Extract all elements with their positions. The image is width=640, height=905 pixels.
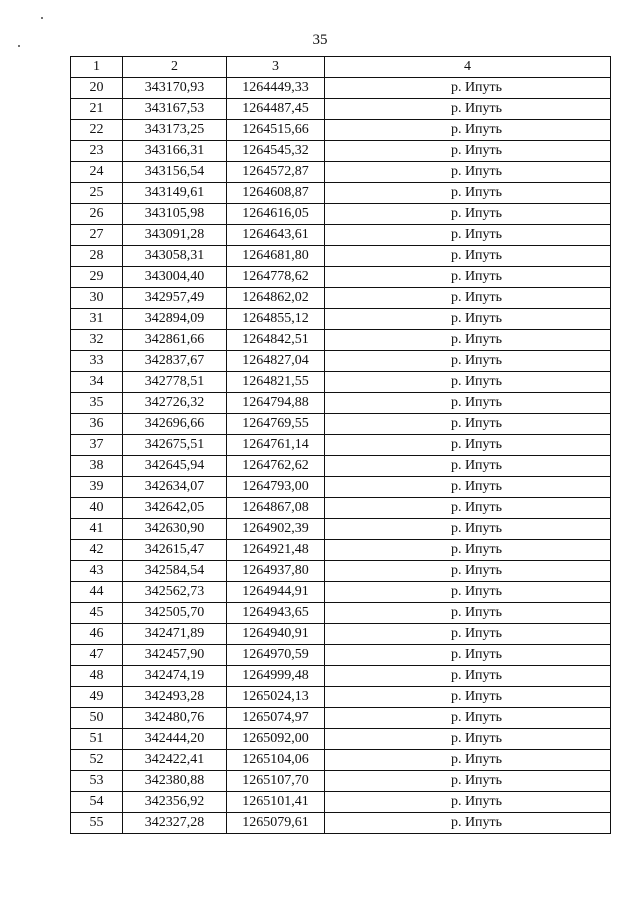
point-number-cell: 47 [71, 645, 123, 666]
x-coordinate-cell: 342957,49 [123, 288, 227, 309]
table-body [71, 78, 611, 834]
point-number-cell: 21 [71, 99, 123, 120]
y-coordinate-cell: 1265024,13 [227, 687, 325, 708]
description-cell: р. Ипуть [325, 498, 611, 519]
point-number-cell: 52 [71, 750, 123, 771]
y-coordinate-cell: 1264515,66 [227, 120, 325, 141]
point-number-cell: 49 [71, 687, 123, 708]
description-cell: р. Ипуть [325, 246, 611, 267]
x-coordinate-cell: 342356,92 [123, 792, 227, 813]
description-cell: р. Ипуть [325, 204, 611, 225]
x-coordinate-cell: 343105,98 [123, 204, 227, 225]
x-coordinate-cell: 342894,09 [123, 309, 227, 330]
x-coordinate-cell: 342480,76 [123, 708, 227, 729]
description-cell: р. Ипуть [325, 750, 611, 771]
page-number: 35 [312, 32, 328, 48]
table-row [71, 603, 611, 624]
y-coordinate-cell: 1264545,32 [227, 141, 325, 162]
y-coordinate-cell: 1265101,41 [227, 792, 325, 813]
x-coordinate-cell: 342837,67 [123, 351, 227, 372]
x-coordinate-cell: 342493,28 [123, 687, 227, 708]
table-row [71, 351, 611, 372]
table-row [71, 771, 611, 792]
point-number-cell: 32 [71, 330, 123, 351]
description-cell: р. Ипуть [325, 792, 611, 813]
description-cell: р. Ипуть [325, 162, 611, 183]
point-number-cell: 36 [71, 414, 123, 435]
x-coordinate-cell: 343091,28 [123, 225, 227, 246]
point-number-cell: 50 [71, 708, 123, 729]
description-cell: р. Ипуть [325, 771, 611, 792]
point-number-cell: 39 [71, 477, 123, 498]
table-row [71, 225, 611, 246]
table-row [71, 813, 611, 834]
point-number-cell: 27 [71, 225, 123, 246]
y-coordinate-cell: 1264769,55 [227, 414, 325, 435]
y-coordinate-cell: 1264487,45 [227, 99, 325, 120]
y-coordinate-cell: 1265079,61 [227, 813, 325, 834]
description-cell: р. Ипуть [325, 99, 611, 120]
coordinates-table [70, 56, 611, 834]
y-coordinate-cell: 1265074,97 [227, 708, 325, 729]
point-number-cell: 54 [71, 792, 123, 813]
table-row [71, 456, 611, 477]
point-number-cell: 40 [71, 498, 123, 519]
y-coordinate-cell: 1264937,80 [227, 561, 325, 582]
x-coordinate-cell: 342471,89 [123, 624, 227, 645]
table-row [71, 729, 611, 750]
table-row [71, 687, 611, 708]
table-row [71, 330, 611, 351]
description-cell: р. Ипуть [325, 624, 611, 645]
description-cell: р. Ипуть [325, 435, 611, 456]
point-number-cell: 51 [71, 729, 123, 750]
x-coordinate-cell: 343156,54 [123, 162, 227, 183]
table-header-row [71, 57, 611, 78]
point-number-cell: 45 [71, 603, 123, 624]
y-coordinate-cell: 1264944,91 [227, 582, 325, 603]
point-number-cell: 26 [71, 204, 123, 225]
point-number-cell: 22 [71, 120, 123, 141]
x-coordinate-cell: 342726,32 [123, 393, 227, 414]
x-coordinate-cell: 342861,66 [123, 330, 227, 351]
table-row [71, 162, 611, 183]
table-row [71, 435, 611, 456]
y-coordinate-cell: 1264921,48 [227, 540, 325, 561]
x-coordinate-cell: 342696,66 [123, 414, 227, 435]
y-coordinate-cell: 1264842,51 [227, 330, 325, 351]
y-coordinate-cell: 1264867,08 [227, 498, 325, 519]
table-row [71, 372, 611, 393]
table-row [71, 393, 611, 414]
description-cell: р. Ипуть [325, 393, 611, 414]
table-row [71, 120, 611, 141]
x-coordinate-cell: 343004,40 [123, 267, 227, 288]
description-cell: р. Ипуть [325, 666, 611, 687]
description-cell: р. Ипуть [325, 540, 611, 561]
table-row [71, 645, 611, 666]
point-number-cell: 41 [71, 519, 123, 540]
description-cell: р. Ипуть [325, 561, 611, 582]
table-row [71, 246, 611, 267]
y-coordinate-cell: 1264970,59 [227, 645, 325, 666]
y-coordinate-cell: 1264943,65 [227, 603, 325, 624]
y-coordinate-cell: 1265104,06 [227, 750, 325, 771]
x-coordinate-cell: 342444,20 [123, 729, 227, 750]
point-number-cell: 23 [71, 141, 123, 162]
description-cell: р. Ипуть [325, 372, 611, 393]
table-row [71, 750, 611, 771]
x-coordinate-cell: 342675,51 [123, 435, 227, 456]
x-coordinate-cell: 342630,90 [123, 519, 227, 540]
point-number-cell: 48 [71, 666, 123, 687]
point-number-cell: 37 [71, 435, 123, 456]
y-coordinate-cell: 1264449,33 [227, 78, 325, 99]
description-cell: р. Ипуть [325, 708, 611, 729]
y-coordinate-cell: 1264821,55 [227, 372, 325, 393]
header-cell-y: 3 [227, 57, 325, 78]
point-number-cell: 33 [71, 351, 123, 372]
description-cell: р. Ипуть [325, 603, 611, 624]
point-number-cell: 46 [71, 624, 123, 645]
point-number-cell: 53 [71, 771, 123, 792]
description-cell: р. Ипуть [325, 141, 611, 162]
x-coordinate-cell: 342327,28 [123, 813, 227, 834]
table-row [71, 204, 611, 225]
x-coordinate-cell: 342380,88 [123, 771, 227, 792]
table-row [71, 183, 611, 204]
table-row [71, 288, 611, 309]
table-row [71, 561, 611, 582]
point-number-cell: 25 [71, 183, 123, 204]
description-cell: р. Ипуть [325, 729, 611, 750]
y-coordinate-cell: 1264862,02 [227, 288, 325, 309]
description-cell: р. Ипуть [325, 351, 611, 372]
description-cell: р. Ипуть [325, 414, 611, 435]
description-cell: р. Ипуть [325, 477, 611, 498]
table-row [71, 78, 611, 99]
description-cell: р. Ипуть [325, 309, 611, 330]
description-cell: р. Ипуть [325, 813, 611, 834]
point-number-cell: 35 [71, 393, 123, 414]
header-cell-description: 4 [325, 57, 611, 78]
table-row [71, 498, 611, 519]
description-cell: р. Ипуть [325, 456, 611, 477]
y-coordinate-cell: 1264793,00 [227, 477, 325, 498]
x-coordinate-cell: 342505,70 [123, 603, 227, 624]
x-coordinate-cell: 343170,93 [123, 78, 227, 99]
y-coordinate-cell: 1264761,14 [227, 435, 325, 456]
x-coordinate-cell: 342642,05 [123, 498, 227, 519]
x-coordinate-cell: 343166,31 [123, 141, 227, 162]
table-row [71, 666, 611, 687]
x-coordinate-cell: 342584,54 [123, 561, 227, 582]
x-coordinate-cell: 342474,19 [123, 666, 227, 687]
x-coordinate-cell: 342457,90 [123, 645, 227, 666]
y-coordinate-cell: 1264999,48 [227, 666, 325, 687]
description-cell: р. Ипуть [325, 120, 611, 141]
point-number-cell: 28 [71, 246, 123, 267]
header-cell-x: 2 [123, 57, 227, 78]
point-number-cell: 30 [71, 288, 123, 309]
y-coordinate-cell: 1264616,05 [227, 204, 325, 225]
point-number-cell: 24 [71, 162, 123, 183]
point-number-cell: 31 [71, 309, 123, 330]
y-coordinate-cell: 1264794,88 [227, 393, 325, 414]
table-row [71, 708, 611, 729]
y-coordinate-cell: 1264572,87 [227, 162, 325, 183]
table-row [71, 414, 611, 435]
x-coordinate-cell: 343149,61 [123, 183, 227, 204]
x-coordinate-cell: 342422,41 [123, 750, 227, 771]
table-row [71, 624, 611, 645]
y-coordinate-cell: 1264902,39 [227, 519, 325, 540]
y-coordinate-cell: 1265092,00 [227, 729, 325, 750]
x-coordinate-cell: 343167,53 [123, 99, 227, 120]
x-coordinate-cell: 343058,31 [123, 246, 227, 267]
point-number-cell: 34 [71, 372, 123, 393]
y-coordinate-cell: 1264762,62 [227, 456, 325, 477]
point-number-cell: 20 [71, 78, 123, 99]
point-number-cell: 43 [71, 561, 123, 582]
table-row [71, 477, 611, 498]
table-row [71, 792, 611, 813]
point-number-cell: 38 [71, 456, 123, 477]
table-row [71, 267, 611, 288]
description-cell: р. Ипуть [325, 288, 611, 309]
point-number-cell: 55 [71, 813, 123, 834]
description-cell: р. Ипуть [325, 582, 611, 603]
table-row [71, 99, 611, 120]
x-coordinate-cell: 342645,94 [123, 456, 227, 477]
header-cell-point: 1 [71, 57, 123, 78]
y-coordinate-cell: 1264681,80 [227, 246, 325, 267]
y-coordinate-cell: 1264608,87 [227, 183, 325, 204]
x-coordinate-cell: 342634,07 [123, 477, 227, 498]
table-row [71, 141, 611, 162]
table-row [71, 582, 611, 603]
y-coordinate-cell: 1264855,12 [227, 309, 325, 330]
description-cell: р. Ипуть [325, 687, 611, 708]
y-coordinate-cell: 1264643,61 [227, 225, 325, 246]
y-coordinate-cell: 1264778,62 [227, 267, 325, 288]
x-coordinate-cell: 343173,25 [123, 120, 227, 141]
table-row [71, 519, 611, 540]
description-cell: р. Ипуть [325, 519, 611, 540]
description-cell: р. Ипуть [325, 225, 611, 246]
y-coordinate-cell: 1264940,91 [227, 624, 325, 645]
scan-speck [41, 17, 43, 19]
x-coordinate-cell: 342778,51 [123, 372, 227, 393]
description-cell: р. Ипуть [325, 267, 611, 288]
point-number-cell: 29 [71, 267, 123, 288]
description-cell: р. Ипуть [325, 330, 611, 351]
y-coordinate-cell: 1264827,04 [227, 351, 325, 372]
x-coordinate-cell: 342615,47 [123, 540, 227, 561]
point-number-cell: 44 [71, 582, 123, 603]
point-number-cell: 42 [71, 540, 123, 561]
y-coordinate-cell: 1265107,70 [227, 771, 325, 792]
table-row [71, 540, 611, 561]
description-cell: р. Ипуть [325, 78, 611, 99]
description-cell: р. Ипуть [325, 183, 611, 204]
description-cell: р. Ипуть [325, 645, 611, 666]
x-coordinate-cell: 342562,73 [123, 582, 227, 603]
table-row [71, 309, 611, 330]
